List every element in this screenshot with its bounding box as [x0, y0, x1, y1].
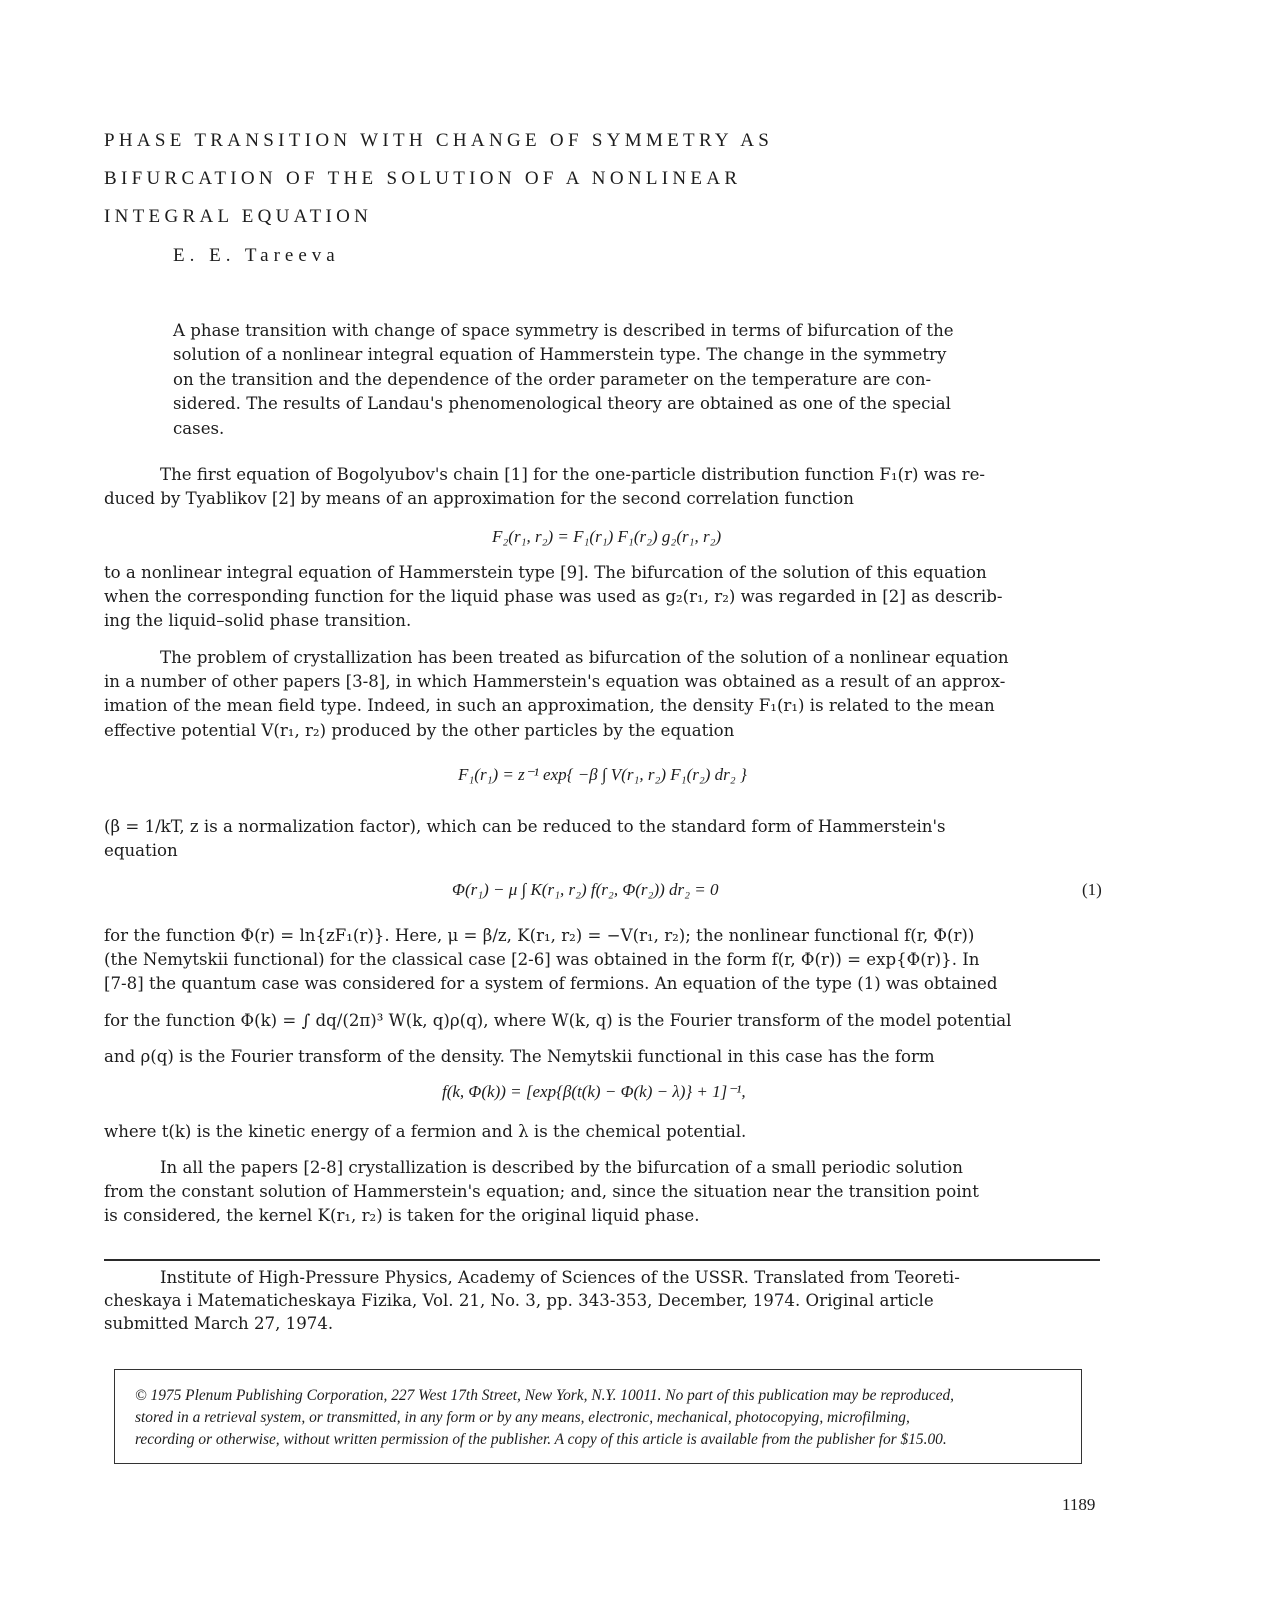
- text-line: to a nonlinear integral equation of Hammerstein type [9]. The bifurcation of the solution of this equation: [104, 563, 987, 582]
- text-line: for the function Φ(r) = ln{zF₁(r)}. Here, μ = β/z, K(r₁, r₂) = −V(r₁, r₂); the nonlinear functional f(r, Φ(r)): [104, 926, 975, 945]
- text-line: from the constant solution of Hammerstein's equation; and, since the situation near the transition point: [104, 1182, 979, 1202]
- paragraph-4: [104, 815, 1114, 863]
- text-line: in a number of other papers [3-8], in which Hammerstein's equation was obtained as a result of an approx-: [104, 672, 1006, 692]
- text-line: The problem of crystallization has been treated as bifurcation of the solution of a nonlinear equation: [160, 648, 1009, 667]
- author-name: E. E. Tareeva: [173, 245, 340, 266]
- paragraph-6: [104, 1120, 1114, 1144]
- text-line: duced by Tyablikov [2] by means of an approximation for the second correlation function: [104, 489, 854, 509]
- title-line-3: INTEGRAL EQUATION: [104, 206, 373, 227]
- paragraph-3: [104, 646, 1114, 743]
- text-line: Institute of High-Pressure Physics, Academy of Sciences of the USSR. Translated from Teoreti-: [160, 1268, 960, 1287]
- text-line: when the corresponding function for the liquid phase was used as g₂(r₁, r₂) was regarded in [2] as describ-: [104, 587, 1003, 607]
- copyright-box: [114, 1369, 1082, 1464]
- text-line: is considered, the kernel K(r₁, r₂) is taken for the original liquid phase.: [104, 1206, 700, 1226]
- abstract: [173, 319, 1053, 441]
- page-number: 1189: [1062, 1495, 1096, 1514]
- equation-f2: F₂(r₁, r₂) = F₁(r₁) F₁(r₂) g₂(r₁, r₂): [492, 527, 722, 546]
- text-line: for the function Φ(k) = ∫ dq/(2π)³ W(k, q)ρ(q), where W(k, q) is the Fourier transform of the model potential: [104, 1010, 1012, 1030]
- text-line: cheskaya i Matematicheskaya Fizika, Vol. 21, No. 3, pp. 343-353, December, 1974. Original article: [104, 1291, 934, 1310]
- affiliation-footnote: [104, 1266, 1104, 1335]
- abstract-line: on the transition and the dependence of the order parameter on the temperature are con-: [173, 369, 932, 389]
- article-title: [104, 122, 864, 236]
- copyright-line: stored in a retrieval system, or transmitted, in any form or by any means, electronic, mechanical, photocopying, microfilming,: [135, 1409, 910, 1426]
- text-line: The first equation of Bogolyubov's chain [1] for the one-particle distribution function F₁(r) was re-: [160, 465, 985, 484]
- copyright-line: recording or otherwise, without written permission of the publisher. A copy of this article is available from the publisher for $15.00.: [135, 1431, 947, 1448]
- paragraph-2: [104, 561, 1114, 634]
- text-line: and ρ(q) is the Fourier transform of the density. The Nemytskii functional in this case has the form: [104, 1046, 935, 1066]
- text-line: submitted March 27, 1974.: [104, 1314, 334, 1333]
- copyright-notice: [135, 1385, 1065, 1451]
- title-line-2: BIFURCATION OF THE SOLUTION OF A NONLINEAR: [104, 168, 742, 189]
- paragraph-1: [104, 463, 1114, 511]
- text-line: equation: [104, 841, 178, 861]
- equation-1: Φ(r₁) − μ ∫ K(r₁, r₂) f(r₂, Φ(r₂)) dr₂ = 0: [452, 880, 719, 899]
- paragraph-7: [104, 1156, 1114, 1229]
- text-line: In all the papers [2-8] crystallization is described by the bifurcation of a small periodic solution: [160, 1158, 963, 1177]
- text-line: (the Nemytskii functional) for the classical case [2-6] was obtained in the form f(r, Φ(r)) = exp{Φ(r)}. In: [104, 950, 980, 970]
- text-line: where t(k) is the kinetic energy of a fermion and λ is the chemical potential.: [104, 1122, 747, 1141]
- equation-nemytskii: f(k, Φ(k)) = [exp{β(t(k) − Φ(k) − λ)} + 1]⁻¹,: [442, 1082, 746, 1101]
- footnote-rule: [104, 1259, 1100, 1261]
- paragraph-5: [104, 924, 1114, 1069]
- copyright-line: © 1975 Plenum Publishing Corporation, 227 West 17th Street, New York, N.Y. 10011. No part of this publication may be reproduced,: [135, 1387, 954, 1404]
- text-line: effective potential V(r₁, r₂) produced by the other particles by the equation: [104, 720, 735, 740]
- title-line-1: PHASE TRANSITION WITH CHANGE OF SYMMETRY AS: [104, 130, 774, 151]
- text-line: (β = 1/kT, z is a normalization factor), which can be reduced to the standard form of Hammerstein's: [104, 817, 946, 836]
- text-line: [7-8] the quantum case was considered for a system of fermions. An equation of the type (1) was obtained: [104, 974, 998, 994]
- abstract-line: solution of a nonlinear integral equation of Hammerstein type. The change in the symmetry: [173, 345, 947, 365]
- equation-f1: F₁(r₁) = z⁻¹ exp{ −β ∫ V(r₁, r₂) F₁(r₂) dr₂ }: [458, 765, 747, 784]
- abstract-line: A phase transition with change of space symmetry is described in terms of bifurcation of the: [173, 321, 954, 340]
- text-line: imation of the mean field type. Indeed, in such an approximation, the density F₁(r₁) is related to the mean: [104, 696, 995, 716]
- text-line: ing the liquid–solid phase transition.: [104, 611, 412, 631]
- abstract-line: cases.: [173, 418, 225, 438]
- equation-1-number: (1): [1082, 880, 1102, 899]
- abstract-line: sidered. The results of Landau's phenomenological theory are obtained as one of the special: [173, 394, 951, 414]
